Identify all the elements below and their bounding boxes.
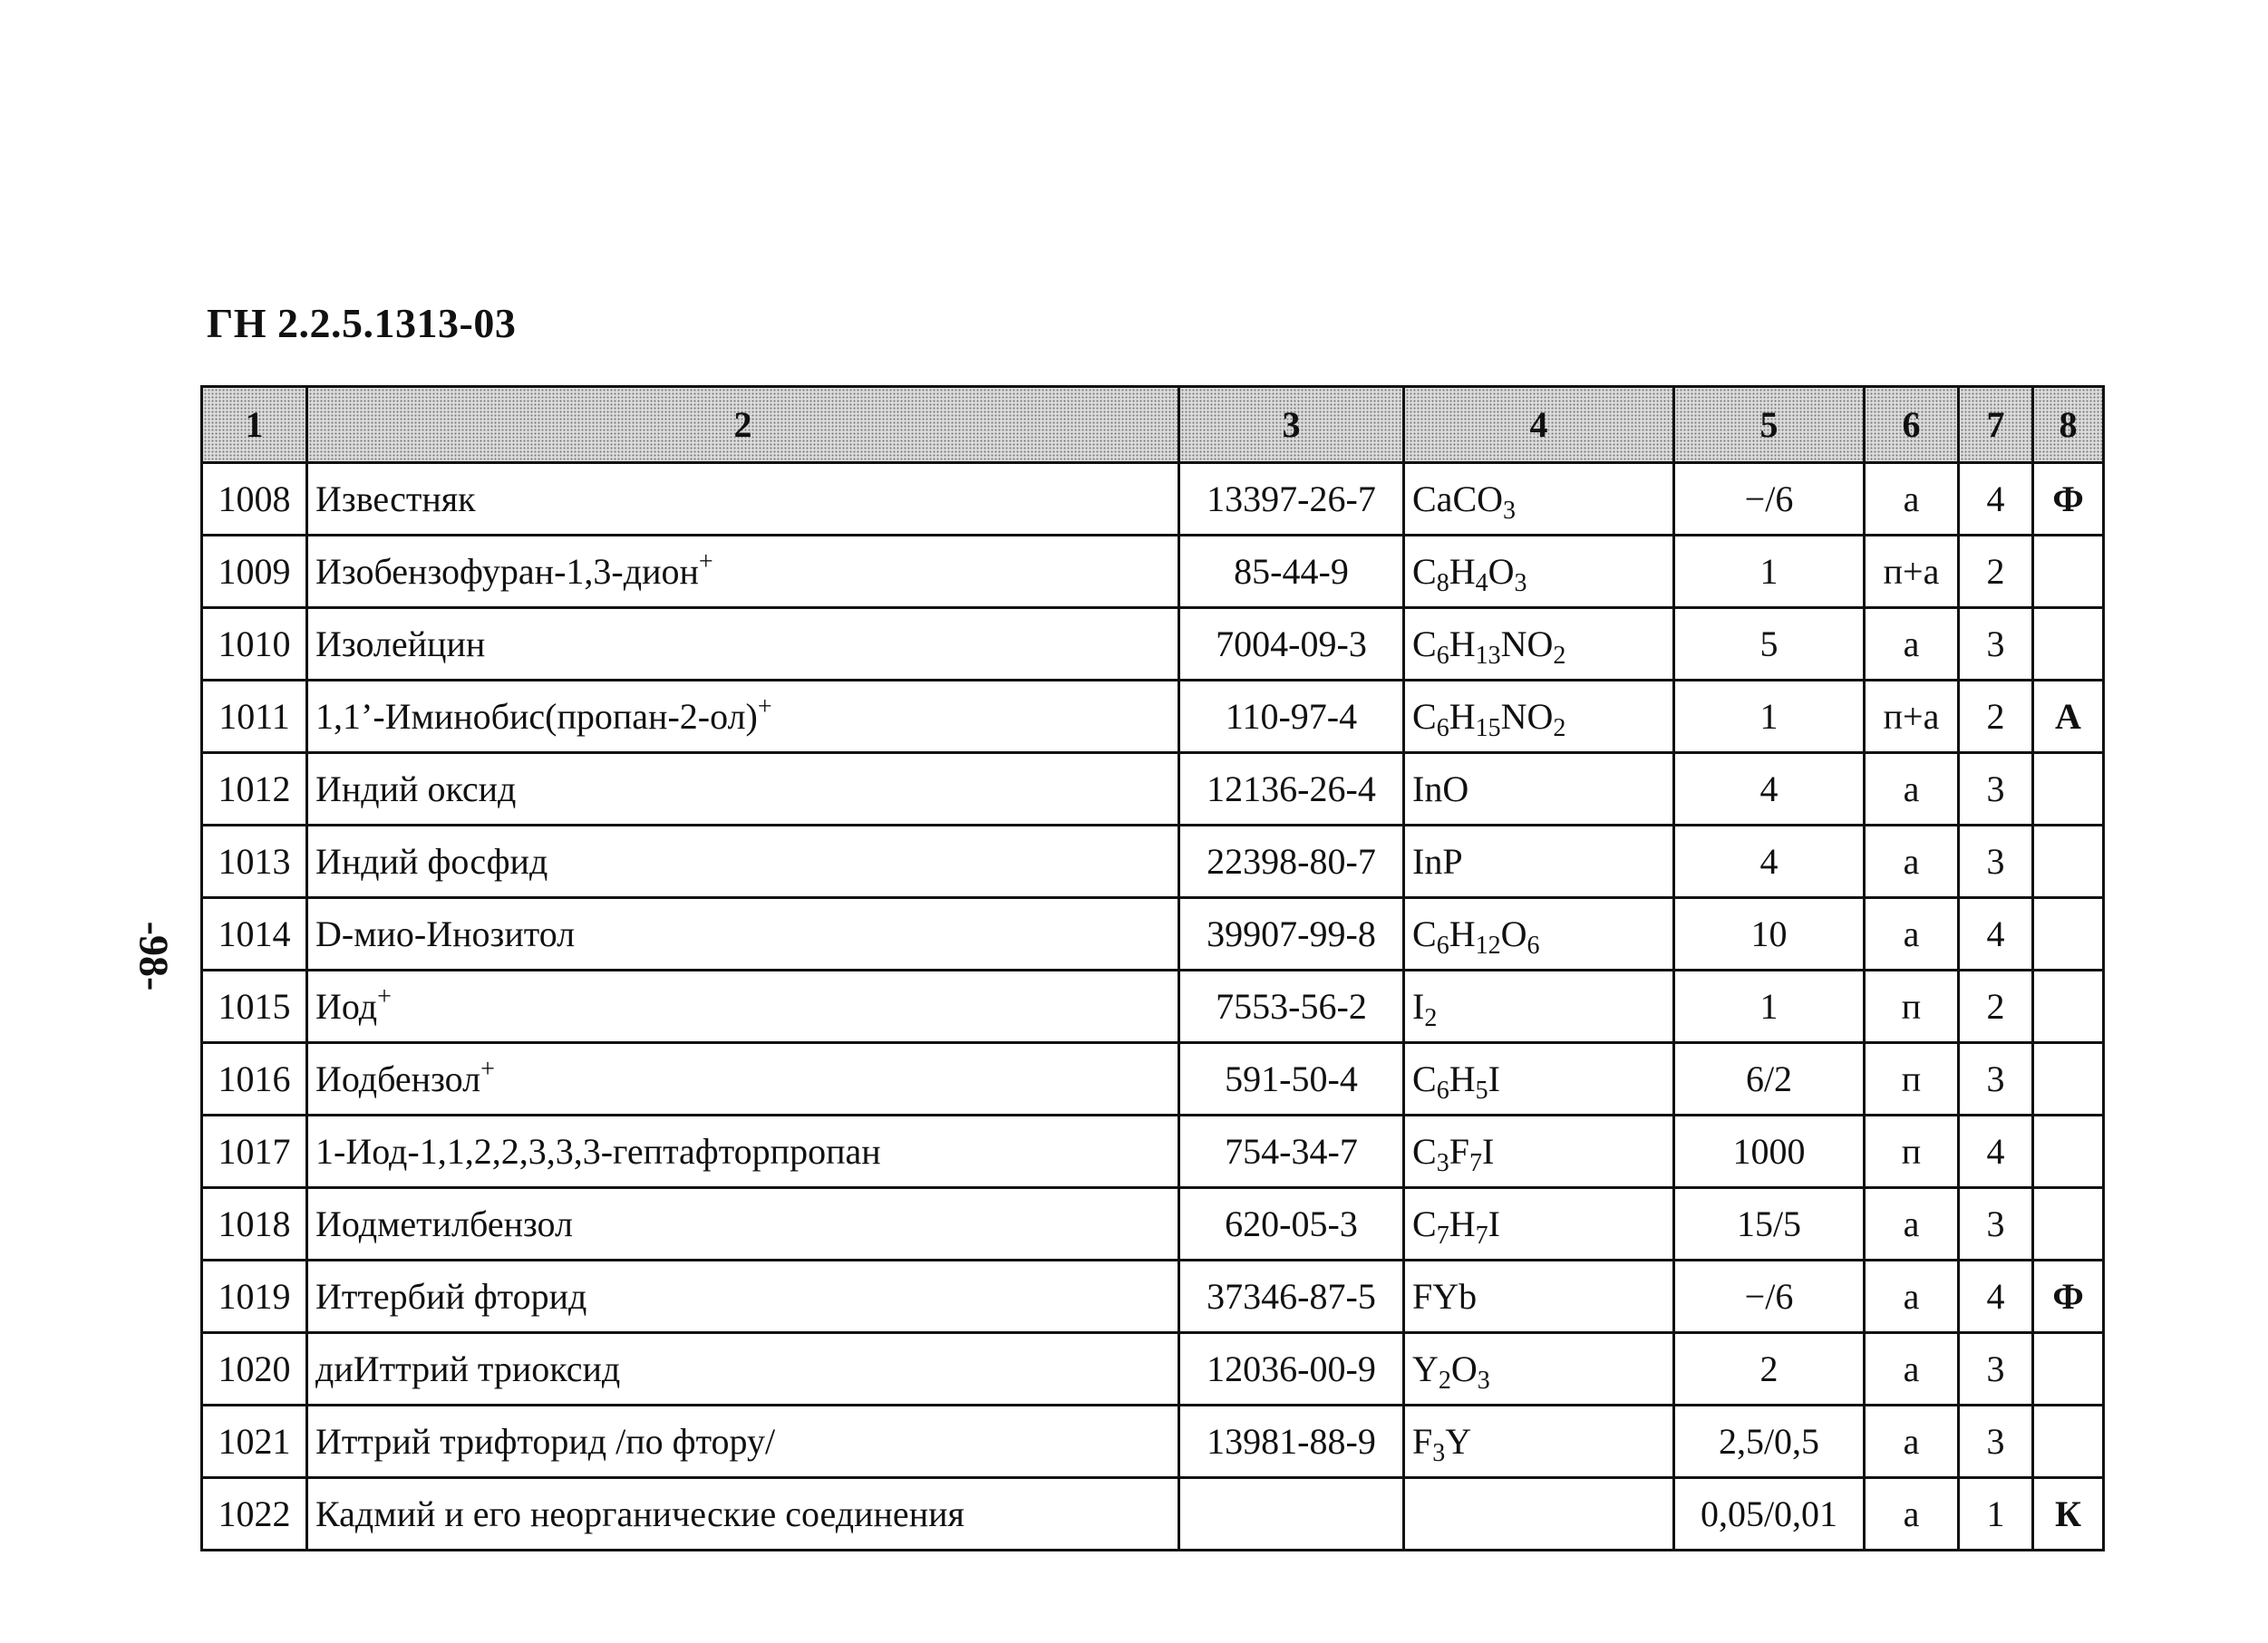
substance-name-text: Известняк: [315, 478, 476, 519]
substance-name: [307, 536, 1179, 608]
table-row: [202, 1261, 2104, 1333]
substance-name: [307, 1188, 1179, 1261]
cas-number: 7004-09-3: [1179, 608, 1404, 681]
effect-note: [2033, 536, 2104, 608]
substance-name-text: Иодбензол: [315, 1058, 481, 1099]
row-number: 1010: [202, 608, 307, 681]
limit-value: 6/2: [1674, 1043, 1865, 1116]
formula-subscript: 6: [1436, 931, 1449, 960]
formula-subscript: 15: [1475, 713, 1501, 742]
formula-subscript: 7: [1475, 1221, 1488, 1250]
table-row: [202, 1478, 2104, 1551]
hazard-class: 4: [1959, 463, 2033, 536]
formula-element: FYb: [1412, 1276, 1478, 1317]
formula-element: O: [1488, 551, 1515, 592]
chemical-formula: [1404, 1406, 1674, 1478]
limit-value: −/6: [1674, 1261, 1865, 1333]
column-header: 8: [2033, 387, 2104, 463]
row-number: 1015: [202, 971, 307, 1043]
hazard-class: 3: [1959, 753, 2033, 826]
formula-element: O: [1442, 768, 1469, 809]
limit-value: 5: [1674, 608, 1865, 681]
aggregate-state: п+а: [1865, 536, 1959, 608]
formula-element: P: [1442, 841, 1463, 882]
table-row: [202, 463, 2104, 536]
hazard-class: 3: [1959, 1043, 2033, 1116]
effect-note: [2033, 1043, 2104, 1116]
formula-subscript: 5: [1475, 1076, 1488, 1105]
limit-value: 1000: [1674, 1116, 1865, 1188]
row-number: 1012: [202, 753, 307, 826]
table-row: [202, 971, 2104, 1043]
aggregate-state: а: [1865, 1406, 1959, 1478]
substances-table: [200, 385, 2105, 1551]
effect-note: [2033, 1116, 2104, 1188]
chemical-formula: [1404, 1261, 1674, 1333]
limit-value: 0,05/0,01: [1674, 1478, 1865, 1551]
aggregate-state: а: [1865, 1478, 1959, 1551]
formula-subscript: 6: [1436, 641, 1449, 670]
substance-name-text: Изолейцин: [315, 623, 486, 664]
name-superscript: +: [480, 1055, 495, 1084]
formula-element: C: [1412, 696, 1437, 737]
cas-number: 620-05-3: [1179, 1188, 1404, 1261]
table-row: [202, 608, 2104, 681]
effect-note: [2033, 1406, 2104, 1478]
formula-subscript: 2: [1424, 1003, 1438, 1032]
substance-name: [307, 1333, 1179, 1406]
formula-element: C: [1452, 478, 1478, 519]
formula-element: H: [1449, 623, 1476, 664]
cas-number: 37346-87-5: [1179, 1261, 1404, 1333]
aggregate-state: а: [1865, 826, 1959, 898]
hazard-class: 3: [1959, 1333, 2033, 1406]
row-number: 1019: [202, 1261, 307, 1333]
formula-element: N: [1500, 623, 1527, 664]
formula-element: H: [1449, 551, 1476, 592]
substance-name-text: 1,1’-Иминобис(пропан-2-ол): [315, 696, 758, 737]
formula-subscript: 4: [1475, 568, 1488, 597]
formula-subscript: 2: [1553, 641, 1566, 670]
cas-number: 12036-00-9: [1179, 1333, 1404, 1406]
substance-name-text: Индий оксид: [315, 768, 517, 809]
substance-name: [307, 1478, 1179, 1551]
formula-element: O: [1477, 478, 1504, 519]
substance-name: [307, 1116, 1179, 1188]
substance-name: [307, 1043, 1179, 1116]
hazard-class: 4: [1959, 1116, 2033, 1188]
effect-note: [2033, 826, 2104, 898]
formula-element: C: [1412, 1203, 1437, 1244]
table-row: [202, 826, 2104, 898]
chemical-formula: [1404, 1188, 1674, 1261]
substance-name-text: Кадмий и его неорганические соединения: [315, 1493, 964, 1534]
chemical-formula: [1404, 1333, 1674, 1406]
formula-subscript: 8: [1436, 568, 1449, 597]
cas-number: 12136-26-4: [1179, 753, 1404, 826]
name-superscript: +: [377, 982, 392, 1011]
limit-value: 15/5: [1674, 1188, 1865, 1261]
chemical-formula: [1404, 463, 1674, 536]
column-header: 5: [1674, 387, 1865, 463]
name-superscript: +: [757, 692, 772, 721]
substance-name: [307, 898, 1179, 971]
aggregate-state: а: [1865, 753, 1959, 826]
name-superscript: +: [698, 547, 713, 576]
cas-number: 22398-80-7: [1179, 826, 1404, 898]
formula-element: H: [1449, 1203, 1476, 1244]
column-header: 4: [1404, 387, 1674, 463]
formula-element: I: [1481, 1131, 1495, 1172]
formula-element: I: [1488, 1203, 1500, 1244]
formula-element: C: [1412, 1131, 1437, 1172]
chemical-formula: [1404, 681, 1674, 753]
cas-number: 110-97-4: [1179, 681, 1404, 753]
formula-subscript: 3: [1477, 1366, 1490, 1395]
hazard-class: 4: [1959, 1261, 2033, 1333]
aggregate-state: п: [1865, 971, 1959, 1043]
substance-name: [307, 826, 1179, 898]
aggregate-state: п: [1865, 1043, 1959, 1116]
substance-name-text: Иттербий фторид: [315, 1276, 587, 1317]
limit-value: 1: [1674, 971, 1865, 1043]
chemical-formula: [1404, 1478, 1674, 1551]
formula-subscript: 3: [1503, 496, 1517, 525]
chemical-formula: [1404, 536, 1674, 608]
column-header: 2: [307, 387, 1179, 463]
row-number: 1017: [202, 1116, 307, 1188]
substance-name: [307, 971, 1179, 1043]
substance-name: [307, 608, 1179, 681]
substance-name-text: Иттрий трифторид /по фтору/: [315, 1421, 776, 1462]
limit-value: 10: [1674, 898, 1865, 971]
page-number: -98-: [131, 921, 178, 991]
row-number: 1016: [202, 1043, 307, 1116]
formula-element: F: [1412, 1421, 1433, 1462]
table-row: [202, 753, 2104, 826]
formula-subscript: 12: [1475, 931, 1501, 960]
hazard-class: 2: [1959, 536, 2033, 608]
row-number: 1021: [202, 1406, 307, 1478]
table-row: [202, 1333, 2104, 1406]
effect-note: [2033, 1333, 2104, 1406]
chemical-formula: [1404, 753, 1674, 826]
formula-element: C: [1412, 551, 1437, 592]
substance-name-text: Иод: [315, 986, 378, 1027]
hazard-class: 1: [1959, 1478, 2033, 1551]
cas-number: 591-50-4: [1179, 1043, 1404, 1116]
substance-name-text: D-мио-Инозитол: [315, 913, 576, 954]
effect-note: К: [2033, 1478, 2104, 1551]
aggregate-state: а: [1865, 1188, 1959, 1261]
formula-element: Y: [1412, 1348, 1439, 1389]
limit-value: 1: [1674, 536, 1865, 608]
table-row: [202, 1188, 2104, 1261]
hazard-class: 4: [1959, 898, 2033, 971]
table-header-row: [202, 387, 2104, 463]
formula-element: O: [1527, 623, 1554, 664]
formula-element: O: [1527, 696, 1554, 737]
effect-note: [2033, 971, 2104, 1043]
formula-subscript: 6: [1527, 931, 1540, 960]
effect-note: [2033, 608, 2104, 681]
substance-name: [307, 1406, 1179, 1478]
document-header: ГН 2.2.5.1313-03: [207, 300, 517, 346]
cas-number: 13981-88-9: [1179, 1406, 1404, 1478]
row-number: 1014: [202, 898, 307, 971]
formula-element: I: [1412, 986, 1425, 1027]
limit-value: 2,5/0,5: [1674, 1406, 1865, 1478]
formula-element: I: [1488, 1058, 1500, 1099]
effect-note: Ф: [2033, 1261, 2104, 1333]
formula-element: H: [1449, 913, 1476, 954]
effect-note: А: [2033, 681, 2104, 753]
formula-subscript: 13: [1475, 641, 1501, 670]
formula-element: O: [1500, 913, 1527, 954]
cas-number: 754-34-7: [1179, 1116, 1404, 1188]
row-number: 1011: [202, 681, 307, 753]
substance-name: [307, 681, 1179, 753]
limit-value: −/6: [1674, 463, 1865, 536]
limit-value: 4: [1674, 753, 1865, 826]
chemical-formula: [1404, 608, 1674, 681]
column-header: 3: [1179, 387, 1404, 463]
formula-subscript: 7: [1468, 1148, 1482, 1177]
formula-subscript: 7: [1436, 1221, 1449, 1250]
row-number: 1009: [202, 536, 307, 608]
substance-name-text: Индий фосфид: [315, 841, 548, 882]
formula-element: H: [1449, 1058, 1476, 1099]
substance-name: [307, 463, 1179, 536]
formula-subscript: 3: [1514, 568, 1527, 597]
formula-element: F: [1449, 1131, 1469, 1172]
substance-name-text: Изобензофуран-1,3-дион: [315, 551, 699, 592]
table-row: [202, 536, 2104, 608]
substance-name: [307, 1261, 1179, 1333]
formula-subscript: 2: [1438, 1366, 1451, 1395]
cas-number: 7553-56-2: [1179, 971, 1404, 1043]
formula-element: In: [1412, 841, 1443, 882]
chemical-formula: [1404, 1116, 1674, 1188]
hazard-class: 2: [1959, 681, 2033, 753]
substance-name-text: 1-Иод-1,1,2,2,3,3,3-гептафторпропан: [315, 1131, 881, 1172]
aggregate-state: а: [1865, 1333, 1959, 1406]
formula-element: Y: [1445, 1421, 1472, 1462]
substance-name-text: диИттрий триоксид: [315, 1348, 621, 1389]
aggregate-state: а: [1865, 898, 1959, 971]
table-row: [202, 681, 2104, 753]
aggregate-state: а: [1865, 463, 1959, 536]
substance-name-text: Иодметилбензол: [315, 1203, 573, 1244]
table-row: [202, 1116, 2104, 1188]
aggregate-state: а: [1865, 1261, 1959, 1333]
effect-note: Ф: [2033, 463, 2104, 536]
aggregate-state: п: [1865, 1116, 1959, 1188]
column-header: 1: [202, 387, 307, 463]
hazard-class: 3: [1959, 1188, 2033, 1261]
substance-name: [307, 753, 1179, 826]
formula-subscript: 6: [1436, 1076, 1449, 1105]
formula-subscript: 2: [1553, 713, 1566, 742]
hazard-class: 3: [1959, 826, 2033, 898]
row-number: 1020: [202, 1333, 307, 1406]
cas-number: [1179, 1478, 1404, 1551]
formula-subscript: 3: [1436, 1148, 1449, 1177]
chemical-formula: [1404, 826, 1674, 898]
formula-element: Ca: [1412, 478, 1453, 519]
table-body: [202, 463, 2104, 1551]
formula-element: C: [1412, 913, 1437, 954]
hazard-class: 3: [1959, 608, 2033, 681]
aggregate-state: п+а: [1865, 681, 1959, 753]
row-number: 1008: [202, 463, 307, 536]
chemical-formula: [1404, 898, 1674, 971]
formula-element: N: [1500, 696, 1527, 737]
column-header: 6: [1865, 387, 1959, 463]
row-number: 1018: [202, 1188, 307, 1261]
formula-element: C: [1412, 1058, 1437, 1099]
cas-number: 39907-99-8: [1179, 898, 1404, 971]
row-number: 1022: [202, 1478, 307, 1551]
formula-element: O: [1450, 1348, 1478, 1389]
limit-value: 2: [1674, 1333, 1865, 1406]
formula-element: In: [1412, 768, 1443, 809]
aggregate-state: а: [1865, 608, 1959, 681]
limit-value: 1: [1674, 681, 1865, 753]
hazard-class: 3: [1959, 1406, 2033, 1478]
chemical-formula: [1404, 1043, 1674, 1116]
limit-value: 4: [1674, 826, 1865, 898]
chemical-formula: [1404, 971, 1674, 1043]
effect-note: [2033, 753, 2104, 826]
column-header: 7: [1959, 387, 2033, 463]
table-row: [202, 1043, 2104, 1116]
formula-subscript: 3: [1432, 1438, 1446, 1467]
hazard-class: 2: [1959, 971, 2033, 1043]
formula-element: H: [1449, 696, 1476, 737]
formula-subscript: 6: [1436, 713, 1449, 742]
effect-note: [2033, 898, 2104, 971]
row-number: 1013: [202, 826, 307, 898]
cas-number: 13397-26-7: [1179, 463, 1404, 536]
table-row: [202, 898, 2104, 971]
cas-number: 85-44-9: [1179, 536, 1404, 608]
table-row: [202, 1406, 2104, 1478]
formula-element: C: [1412, 623, 1437, 664]
effect-note: [2033, 1188, 2104, 1261]
